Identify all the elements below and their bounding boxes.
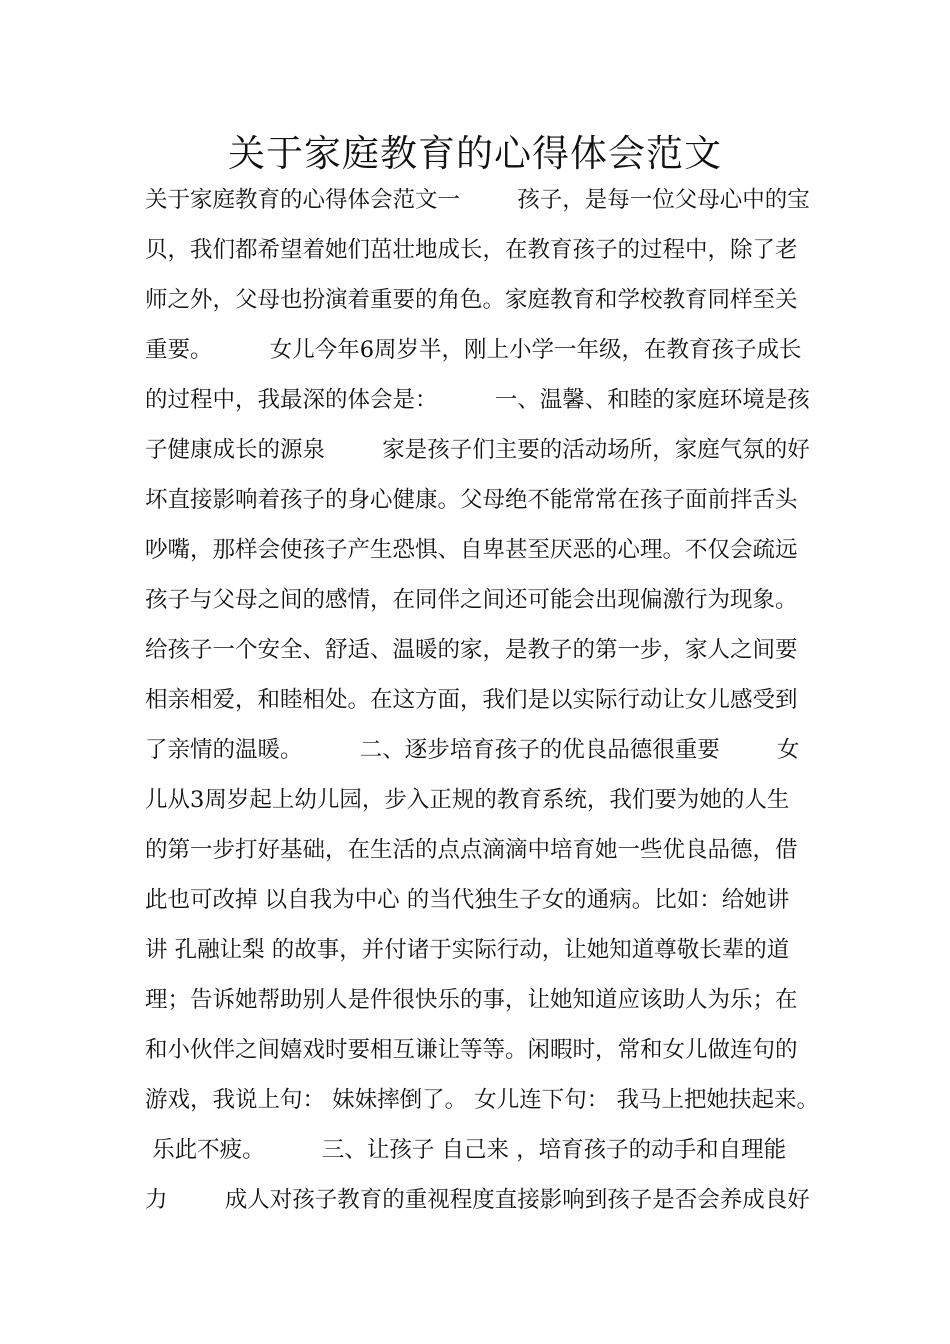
document-title: 关于家庭教育的心得体会范文 (228, 132, 722, 175)
body-line: 了亲情的温暖。 二、逐步培育孩子的优良品德很重要 女 (145, 737, 800, 763)
body-line: 吵嘴，那样会使孩子产生恐惧、自卑甚至厌恶的心理。不仅会疏远 (145, 537, 798, 563)
body-line: 力 成人对孩子教育的重视程度直接影响到孩子是否会养成良好 (145, 1187, 810, 1213)
body-line: 的过程中，我最深的体会是： 一、温馨、和睦的家庭环境是孩 (145, 387, 810, 413)
body-line: 贝，我们都希望着她们茁壮地成长，在教育孩子的过程中，除了老 (145, 237, 798, 263)
document-body (145, 182, 825, 1232)
body-line: 儿从3周岁起上幼儿园，步入正规的教育系统，我们要为她的人生 (145, 787, 790, 813)
body-line: 给孩子一个安全、舒适、温暖的家，是教子的第一步，家人之间要 (145, 637, 798, 663)
body-line: 理；告诉她帮助别人是件很快乐的事，让她知道应该助人为乐；在 (145, 987, 798, 1013)
body-line: 的第一步打好基础，在生活的点点滴滴中培育她一些优良品德，借 (145, 837, 798, 863)
body-line: 相亲相爱，和睦相处。在这方面，我们是以实际行动让女儿感受到 (145, 687, 798, 713)
body-line: 乐此不疲。 三、让孩子 自己来 ，培育孩子的动手和自理能 (145, 1137, 787, 1163)
body-line: 坏直接影响着孩子的身心健康。父母绝不能常常在孩子面前拌舌头 (145, 487, 798, 513)
body-line: 孩子与父母之间的感情，在同伴之间还可能会出现偏激行为现象。 (145, 587, 798, 613)
body-line: 重要。 女儿今年6周岁半，刚上小学一年级，在教育孩子成长 (145, 337, 802, 363)
body-line: 关于家庭教育的心得体会范文一 孩子，是每一位父母心中的宝 (145, 187, 810, 213)
body-line: 子健康成长的源泉 家是孩子们主要的活动场所，家庭气氛的好 (145, 437, 810, 463)
body-line: 此也可改掉 以自我为中心 的当代独生子女的通病。比如：给她讲 (145, 887, 790, 913)
body-line: 游戏，我说上句： 妹妹摔倒了。 女儿连下句： 我马上把她扶起来。 (145, 1087, 819, 1113)
body-line: 师之外，父母也扮演着重要的角色。家庭教育和学校教育同样至关 (145, 287, 798, 313)
body-line: 讲 孔融让梨 的故事，并付诸于实际行动，让她知道尊敬长辈的道 (145, 937, 790, 963)
body-line: 和小伙伴之间嬉戏时要相互谦让等等。闲暇时，常和女儿做连句的 (145, 1037, 798, 1063)
